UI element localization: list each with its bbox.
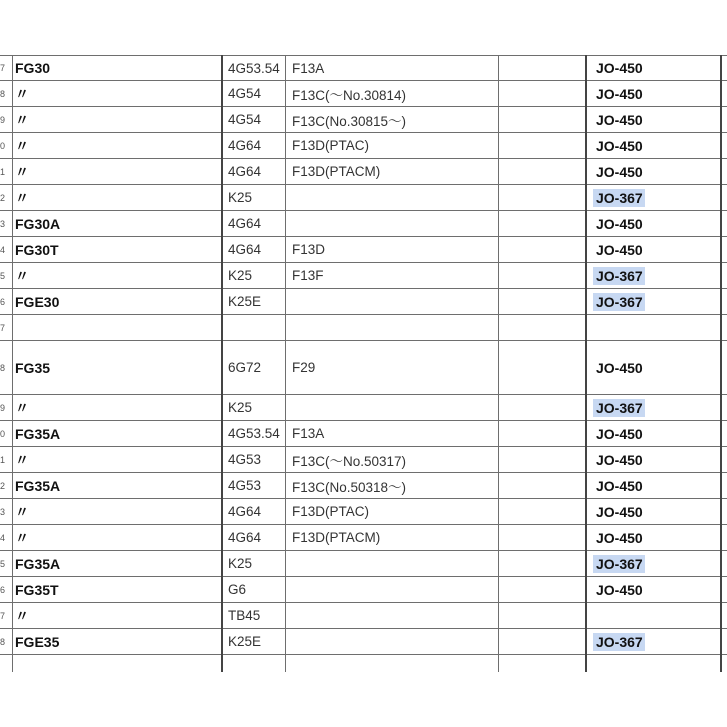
- engine-cell: 4G64: [228, 242, 262, 257]
- engine-cell: 4G54: [228, 112, 262, 127]
- model-cell: 〃: [15, 529, 29, 546]
- engine-cell: 4G54: [228, 86, 262, 101]
- part-cell: [590, 289, 716, 314]
- code-cell: [292, 629, 497, 654]
- part-number: JO-450: [596, 137, 643, 154]
- table-row: [0, 185, 727, 211]
- part-cell: [590, 499, 716, 524]
- table-row: [0, 81, 727, 107]
- model-cell: 〃: [15, 607, 29, 624]
- row-number: 5: [0, 558, 6, 569]
- engine-cell: 4G53.54: [228, 426, 280, 441]
- part-cell: [590, 159, 716, 184]
- part-cell: [590, 315, 716, 340]
- part-number: JO-450: [596, 85, 643, 102]
- code-cell: [292, 395, 497, 420]
- row-number: 0: [0, 428, 6, 439]
- engine-cell: 4G53: [228, 452, 262, 467]
- engine-cell: TB45: [228, 608, 261, 623]
- code-cell: F13D: [292, 242, 326, 257]
- row-number: 1: [0, 166, 6, 177]
- engine-cell: 4G64: [228, 138, 262, 153]
- part-cell: [590, 341, 716, 394]
- table-row: [0, 107, 727, 133]
- code-cell: [292, 185, 497, 210]
- code-cell: F13F: [292, 268, 324, 283]
- part-number: JO-450: [596, 241, 643, 258]
- row-number: 1: [0, 454, 6, 465]
- table-row: [0, 55, 727, 81]
- table-row: [0, 211, 727, 237]
- code-cell: F13A: [292, 60, 325, 76]
- column-divider: [221, 55, 223, 672]
- row-number: 3: [0, 506, 6, 517]
- model-cell: 〃: [15, 451, 29, 468]
- parts-table: [0, 55, 727, 655]
- table-row: [0, 447, 727, 473]
- part-number: JO-450: [596, 425, 643, 442]
- part-cell: [590, 237, 716, 262]
- part-number: JO-367: [593, 189, 645, 207]
- model-cell: 〃: [15, 111, 29, 128]
- row-number: 5: [0, 270, 6, 281]
- engine-cell: 4G53.54: [228, 60, 280, 76]
- engine-cell: [228, 315, 283, 340]
- table-row: [0, 629, 727, 655]
- part-cell: [590, 525, 716, 550]
- part-number: JO-450: [596, 111, 643, 128]
- code-cell: [292, 315, 497, 340]
- row-number: 3: [0, 218, 6, 229]
- row-number: 8: [0, 362, 6, 373]
- model-cell: 〃: [15, 163, 29, 180]
- code-cell: F13C(～No.30814): [292, 87, 407, 103]
- part-cell: [590, 551, 716, 576]
- part-number: JO-450: [596, 215, 643, 232]
- code-cell: [292, 551, 497, 576]
- engine-cell: G6: [228, 582, 247, 597]
- table-row: [0, 551, 727, 577]
- engine-cell: K25: [228, 556, 253, 571]
- part-cell: [590, 107, 716, 132]
- part-cell: [590, 211, 716, 236]
- model-cell: 〃: [15, 189, 29, 206]
- column-divider: [720, 55, 722, 672]
- row-number: 7: [0, 610, 6, 621]
- part-cell: [590, 81, 716, 106]
- part-cell: [590, 603, 716, 628]
- table-row: [0, 237, 727, 263]
- column-divider: [12, 55, 13, 672]
- model-cell: 〃: [15, 267, 29, 284]
- part-number: JO-367: [593, 293, 645, 311]
- part-cell: [590, 421, 716, 446]
- engine-cell: K25: [228, 268, 253, 283]
- row-number: 6: [0, 296, 6, 307]
- row-number: 7: [0, 63, 6, 73]
- table-row: [0, 395, 727, 421]
- part-number: JO-450: [596, 581, 643, 598]
- engine-cell: 4G53: [228, 478, 262, 493]
- table-row: [0, 525, 727, 551]
- code-cell: F13D(PTAC): [292, 504, 370, 519]
- part-number: JO-367: [593, 633, 645, 651]
- code-cell: F13C(No.50318～): [292, 479, 407, 495]
- code-cell: [292, 211, 497, 236]
- part-number: JO-367: [593, 267, 645, 285]
- part-cell: [590, 395, 716, 420]
- table-row: [0, 263, 727, 289]
- model-cell: [15, 315, 218, 340]
- table-row: [0, 159, 727, 185]
- table-row: [0, 473, 727, 499]
- table-row: [0, 577, 727, 603]
- row-number: 2: [0, 192, 6, 203]
- part-number: JO-450: [596, 60, 643, 76]
- model-cell: FG35T: [15, 581, 59, 598]
- engine-cell: K25: [228, 190, 253, 205]
- part-number: JO-450: [596, 163, 643, 180]
- model-cell: 〃: [15, 399, 29, 416]
- code-cell: F13A: [292, 426, 325, 441]
- code-cell: F13D(PTAC): [292, 138, 370, 153]
- part-number: JO-450: [596, 529, 643, 546]
- column-divider: [585, 55, 587, 672]
- engine-cell: 4G64: [228, 530, 262, 545]
- model-cell: 〃: [15, 503, 29, 520]
- engine-cell: K25: [228, 400, 253, 415]
- row-number: 4: [0, 532, 6, 543]
- table-row: [0, 315, 727, 341]
- model-cell: FG35A: [15, 555, 61, 572]
- code-cell: F13C(～No.50317): [292, 453, 407, 469]
- part-cell: [590, 185, 716, 210]
- model-cell: 〃: [15, 137, 29, 154]
- table-row: [0, 499, 727, 525]
- code-cell: F13D(PTACM): [292, 164, 381, 179]
- code-cell: [292, 577, 497, 602]
- model-cell: FG30A: [15, 215, 61, 232]
- row-number: 7: [0, 322, 6, 333]
- engine-cell: K25E: [228, 634, 262, 649]
- engine-cell: 6G72: [228, 360, 262, 375]
- row-number: 0: [0, 140, 6, 151]
- row-number: 2: [0, 480, 6, 491]
- engine-cell: 4G64: [228, 504, 262, 519]
- part-number: JO-450: [596, 359, 643, 376]
- model-cell: FG35A: [15, 477, 61, 494]
- table-row: [0, 421, 727, 447]
- model-cell: FGE35: [15, 633, 60, 650]
- part-cell: [590, 447, 716, 472]
- model-cell: FG35A: [15, 425, 61, 442]
- table-row: [0, 289, 727, 315]
- part-number: JO-450: [596, 503, 643, 520]
- engine-cell: 4G64: [228, 216, 262, 231]
- column-divider: [285, 55, 286, 672]
- part-cell: [590, 473, 716, 498]
- code-cell: F29: [292, 360, 316, 375]
- part-number: JO-450: [596, 451, 643, 468]
- row-number: 9: [0, 402, 6, 413]
- row-number: 8: [0, 636, 6, 647]
- code-cell: F13C(No.30815～): [292, 113, 407, 129]
- engine-cell: K25E: [228, 294, 262, 309]
- row-number: 4: [0, 244, 6, 255]
- part-number: JO-450: [596, 477, 643, 494]
- model-cell: FGE30: [15, 293, 60, 310]
- row-number: 6: [0, 584, 6, 595]
- table-row: [0, 603, 727, 629]
- part-cell: [590, 577, 716, 602]
- model-cell: FG30: [15, 60, 51, 76]
- row-number: 8: [0, 88, 6, 99]
- part-number: JO-367: [593, 399, 645, 417]
- part-cell: [590, 56, 716, 80]
- model-cell: FG35: [15, 359, 51, 376]
- column-divider: [498, 55, 499, 672]
- model-cell: 〃: [15, 85, 29, 102]
- code-cell: F13D(PTACM): [292, 530, 381, 545]
- code-cell: [292, 289, 497, 314]
- part-cell: [590, 263, 716, 288]
- table-row: [0, 133, 727, 159]
- row-number: 9: [0, 114, 6, 125]
- code-cell: [292, 603, 497, 628]
- part-number: JO-367: [593, 555, 645, 573]
- part-cell: [590, 133, 716, 158]
- engine-cell: 4G64: [228, 164, 262, 179]
- table-row: [0, 341, 727, 395]
- model-cell: FG30T: [15, 241, 59, 258]
- part-cell: [590, 629, 716, 654]
